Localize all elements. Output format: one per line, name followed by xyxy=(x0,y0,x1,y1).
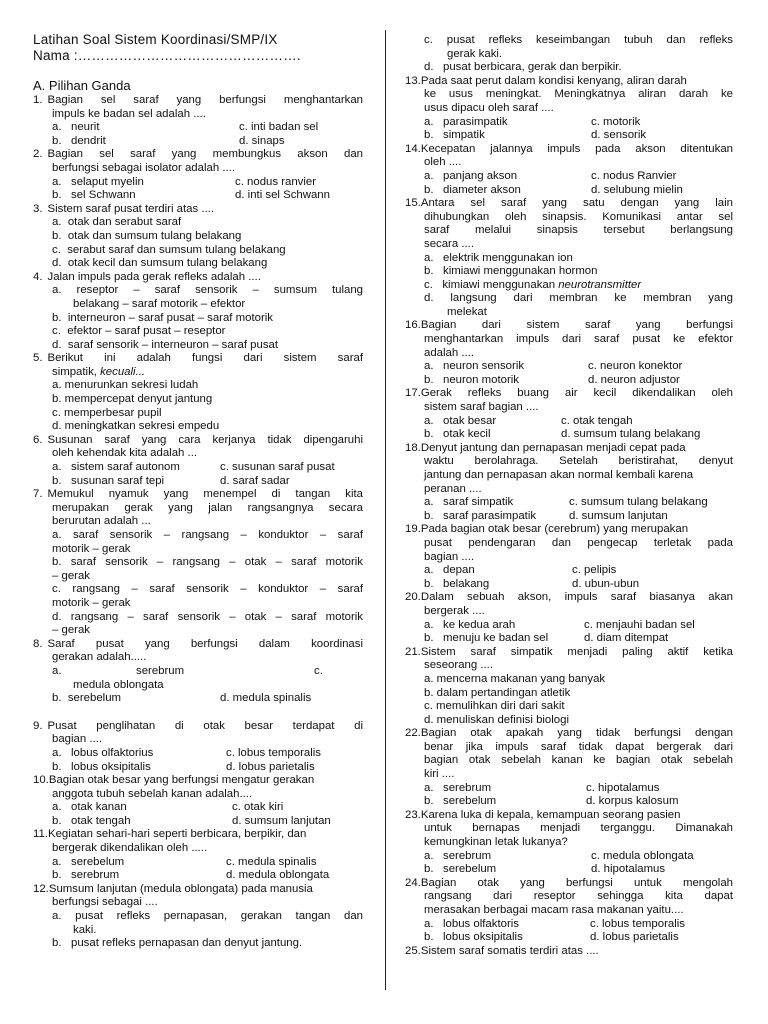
question-number: 20. xyxy=(405,591,421,604)
question-text: benar jika impuls saraf tidak dapat bergerak dari xyxy=(424,740,733,753)
question-number: 25. xyxy=(405,944,421,957)
option-b-continued: – gerak xyxy=(52,569,90,582)
question-text: kiri .... xyxy=(424,768,455,781)
question-text: Berikut ini adalah fungsi dari sistem saraf xyxy=(47,352,363,365)
question-21 xyxy=(405,646,733,728)
question-text: merupakan gerak yang jalan rangsangnya secara xyxy=(52,501,363,514)
question-number: 24. xyxy=(405,876,421,889)
question-text: waktu berolahraga. Setelah beristirahat, denyut xyxy=(424,455,733,468)
option-a[interactable]: a. otak kanan xyxy=(52,801,127,814)
question-text: jantung dan pernapasan akan normal kembali karena xyxy=(424,469,694,481)
option-a[interactable]: a. neurit xyxy=(52,121,100,134)
question-text: berfungsi sebagai isolator adalah .... xyxy=(52,161,236,174)
option-b[interactable]: b. serebelum xyxy=(424,863,497,876)
option-a[interactable]: a. depan xyxy=(424,564,475,577)
question-13 xyxy=(405,75,733,143)
option-a[interactable]: a. ke kedua arah xyxy=(424,618,516,631)
question-number: 15. xyxy=(405,197,421,210)
question-11 xyxy=(33,828,363,882)
question-text: Kegiatan sehari-hari seperti berbicara, berpikir, dan xyxy=(48,828,307,841)
question-text: Sistem saraf somatis terdiri atas .... xyxy=(420,944,599,957)
question-number: 12. xyxy=(33,882,49,895)
question-number: 11. xyxy=(33,828,48,841)
option-a[interactable]: a. serebrum xyxy=(424,849,492,862)
question-text: gerakan adalah..... xyxy=(52,651,147,664)
option-a[interactable]: a. pusat refleks pernapasan, gerakan tangan dan xyxy=(52,910,363,923)
option-d[interactable]: d. hipotalamus xyxy=(591,863,666,876)
question-text: Saraf pusat yang berfungsi dalam koordinasi xyxy=(47,637,363,650)
question-text: rangsang dari reseptor sehingga kita dapat xyxy=(424,890,733,903)
option-b[interactable]: b. sel Schwann xyxy=(52,189,136,202)
question-text: Bagian dari sistem saraf yang berfungsi xyxy=(420,319,733,332)
question-text: merasakan berbagai macam rasa makanan yaitu.... xyxy=(424,904,684,916)
option-a-continued: kaki. xyxy=(73,923,97,936)
question-text: Pusat penglihatan di otak besar terdapat di xyxy=(47,719,363,732)
option-c[interactable]: medula oblongata xyxy=(73,678,164,691)
question-text: menghantarkan impuls dari saraf pusat ke efektor xyxy=(424,333,733,346)
question-8 xyxy=(33,638,363,706)
option-d[interactable]: d. medula spinalis xyxy=(220,692,312,705)
option-a[interactable]: a. serebrum xyxy=(424,781,492,794)
option-c-continued: gerak kaki. xyxy=(447,47,503,60)
question-text: pusat pendengaran dan pengecap terletak pada xyxy=(424,536,733,549)
option-a[interactable]: a. serebelum xyxy=(52,855,125,868)
option-b[interactable]: b. mempercepat denyut jantung xyxy=(52,393,213,406)
question-number: 16. xyxy=(405,319,421,332)
option-a[interactable]: a. otak besar xyxy=(424,414,497,427)
option-a[interactable]: a. lobus olfaktoris xyxy=(424,917,519,930)
name-line: Nama :…………………………………………. xyxy=(33,48,301,63)
option-b[interactable]: b. dendrit xyxy=(52,134,106,147)
question-text: Sistem saraf pusat terdiri atas .... xyxy=(47,202,214,215)
question-text: Bagian sel saraf yang membungkus akson dan xyxy=(47,148,363,161)
option-a-continued: belakang – saraf motorik – efektor xyxy=(73,297,246,310)
option-b[interactable]: b. pusat refleks pernapasan dan denyut jantung. xyxy=(52,937,303,950)
option-d[interactable]: d. langsung dari membran ke membran yang xyxy=(424,292,733,305)
option-a[interactable]: a. menurunkan sekresi ludah xyxy=(52,379,199,392)
question-15 xyxy=(405,197,733,319)
option-b[interactable]: b. dalam pertandingan atletik xyxy=(424,686,571,699)
question-3 xyxy=(33,203,363,271)
question-text: impuls ke badan sel adalah .... xyxy=(52,107,206,120)
question-22 xyxy=(405,727,733,809)
question-text: dihubungkan oleh sinapsis. Komunikasi antar sel xyxy=(424,210,733,223)
question-text: Bagian otak besar yang berfungsi mengatur gerakan xyxy=(48,774,315,787)
question-text: Gerak refleks buang air kecil dikendalikan oleh xyxy=(420,387,733,400)
question-text: Jalan impuls pada gerak refleks adalah .... xyxy=(47,270,261,283)
question-text: usus dipacu oleh saraf .... xyxy=(424,101,554,114)
option-d[interactable]: d. sumsum lanjutan xyxy=(232,814,331,827)
option-c[interactable]: c. otak tengah xyxy=(561,414,633,427)
question-text: Kecepatan jalannya impuls pada akson ditentukan xyxy=(420,142,733,155)
option-d[interactable]: d. pusat berbicara, gerak dan berpikir. xyxy=(424,61,622,74)
question-number: 13. xyxy=(405,74,421,87)
question-1 xyxy=(33,94,363,148)
option-a[interactable]: a. lobus olfaktorius xyxy=(52,746,154,759)
option-b[interactable]: b. serebelum xyxy=(424,795,497,808)
question-text: Pada bagian otak besar (cerebrum) yang merupakan xyxy=(420,523,689,536)
option-c-continued: motorik – gerak xyxy=(52,596,131,609)
option-a[interactable]: a. saraf sensorik – rangsang – konduktor – saraf xyxy=(52,529,363,541)
option-b[interactable]: b. simpatik xyxy=(424,129,485,142)
question-9 xyxy=(33,720,363,774)
option-c[interactable]: c. nodus Ranvier xyxy=(591,169,677,182)
question-text: Antara sel saraf yang satu dengan yang lain xyxy=(420,197,733,210)
question-18 xyxy=(405,442,733,524)
question-text: bergerak .... xyxy=(424,604,485,617)
question-14 xyxy=(405,143,733,197)
question-text: Dalam sebuah akson, impuls saraf biasanya akan xyxy=(420,591,733,604)
option-d-continued: – gerak xyxy=(52,624,90,637)
question-text: simpatik, kecuali... xyxy=(52,365,146,378)
question-text: Bagian otak apakah yang tidak berfungsi dengan xyxy=(420,727,733,740)
option-d[interactable]: d. selubung mielin xyxy=(591,183,683,196)
question-25 xyxy=(405,945,733,959)
worksheet-title: Latihan Soal Sistem Koordinasi/SMP/IX xyxy=(33,32,278,47)
question-number: 17. xyxy=(405,387,421,400)
option-c[interactable]: c. pelipis xyxy=(572,564,617,577)
option-d[interactable]: d. sinaps xyxy=(239,134,285,147)
option-c[interactable]: c. lobus temporalis xyxy=(590,917,685,930)
question-text: berfungsi sebagai .... xyxy=(52,896,158,909)
option-b[interactable]: b. menuju ke badan sel xyxy=(424,632,549,645)
question-text: adalah .... xyxy=(424,346,475,359)
option-c[interactable]: c. rangsang – saraf sensorik – konduktor – saraf xyxy=(52,583,363,596)
question-text: secara .... xyxy=(424,237,475,250)
option-d[interactable]: d. inti sel Schwann xyxy=(235,189,330,202)
option-b[interactable]: b. saraf sensorik – rangsang – otak – saraf motorik xyxy=(52,556,363,569)
option-c[interactable]: c. efektor – saraf pusat – reseptor xyxy=(52,325,226,338)
option-c[interactable]: c. medula spinalis xyxy=(226,855,317,868)
option-c[interactable]: c. menjauhi badan sel xyxy=(584,618,695,631)
option-d[interactable]: d. saraf sadar xyxy=(220,474,290,487)
question-19 xyxy=(405,523,733,591)
option-a[interactable]: a. mencerna makanan yang banyak xyxy=(424,672,606,685)
option-b[interactable]: b. otak dan sumsum tulang belakang xyxy=(52,229,242,242)
question-24 xyxy=(405,877,733,945)
question-text: kemungkinan letak lukanya? xyxy=(424,836,568,849)
option-c[interactable]: c. nodus ranvier xyxy=(235,175,317,188)
question-text: Bagian sel saraf yang berfungsi menghantarkan xyxy=(47,94,363,106)
question-text: Susunan saraf yang cara kerjanya tidak dipengaruhi xyxy=(47,433,363,446)
question-4 xyxy=(33,271,363,353)
option-c[interactable]: c. pusat refleks keseimbangan tubuh dan refleks xyxy=(424,34,733,46)
option-b[interactable]: b. saraf parasimpatik xyxy=(424,509,537,522)
option-d[interactable]: d. lobus parietalis xyxy=(226,760,315,773)
question-text: anggota tubuh sebelah kanan adalah.... xyxy=(52,787,253,800)
option-d[interactable]: d. meningkatkan sekresi empedu xyxy=(52,420,220,433)
option-b[interactable]: b. interneuron – saraf pusat – saraf motorik xyxy=(52,311,273,324)
question-number: 6. xyxy=(33,433,43,446)
option-b[interactable]: b. diameter akson xyxy=(424,183,521,196)
question-text: Denyut jantung dan pernapasan menjadi cepat pada xyxy=(420,441,686,454)
question-number: 5. xyxy=(33,352,43,365)
question-number: 22. xyxy=(405,727,421,740)
option-c[interactable]: c. hipotalamus xyxy=(586,781,660,794)
question-2 xyxy=(33,148,363,202)
option-a[interactable]: a. saraf simpatik xyxy=(424,496,514,509)
option-b[interactable]: b. serebrum xyxy=(52,869,120,882)
question-17 xyxy=(405,387,733,441)
option-a[interactable]: a. otak dan serabut saraf xyxy=(52,216,182,229)
question-text: seseorang .... xyxy=(424,659,494,672)
question-text: oleh .... xyxy=(424,156,462,169)
option-d-continued: melekat xyxy=(447,305,487,318)
option-d[interactable]: d. korpus kalosum xyxy=(586,795,679,808)
question-number: 10. xyxy=(33,774,49,787)
option-d[interactable]: d. sensorik xyxy=(591,129,647,142)
question-number: 3. xyxy=(33,202,43,215)
question-number: 18. xyxy=(405,441,421,454)
section-heading: A. Pilihan Ganda xyxy=(33,78,131,93)
option-b[interactable]: b. neuron motorik xyxy=(424,373,519,386)
option-c[interactable]: c. memulihkan diri dari sakit xyxy=(424,700,565,713)
option-d[interactable]: d. neuron adjustor xyxy=(588,373,680,386)
option-c[interactable]: c. otak kiri xyxy=(232,801,284,814)
option-b[interactable]: b. otak kecil xyxy=(424,428,491,441)
question-number: 8. xyxy=(33,637,43,650)
question-text: berurutan adalah ... xyxy=(52,515,151,528)
question-7 xyxy=(33,488,363,638)
option-a[interactable]: a. elektrik menggunakan ion xyxy=(424,251,573,264)
option-c[interactable]: c. lobus temporalis xyxy=(226,746,321,759)
left-column xyxy=(33,32,363,951)
option-d[interactable]: d. ubun-ubun xyxy=(572,577,640,590)
option-c[interactable]: c. medula oblongata xyxy=(591,849,694,862)
option-c[interactable]: c. serabut saraf dan sumsum tulang belakang xyxy=(52,243,286,256)
question-text: Sumsum lanjutan (medula oblongata) pada manusia xyxy=(48,882,313,895)
question-text: untuk bernapas menjadi terganggu. Dimanakah xyxy=(424,822,733,835)
option-b[interactable]: b. lobus oksipitalis xyxy=(52,760,151,773)
right-column xyxy=(405,34,733,958)
option-d[interactable]: d. sumsum tulang belakang xyxy=(561,428,701,441)
option-a[interactable]: a. serebrum c. xyxy=(52,664,323,677)
option-d[interactable]: d. sumsum lanjutan xyxy=(569,509,668,522)
option-a[interactable]: a. reseptor – saraf sensorik – sumsum tulang xyxy=(52,284,363,297)
question-12-continued xyxy=(405,34,733,75)
option-c[interactable]: c. inti badan sel xyxy=(239,121,319,134)
option-a[interactable]: a. sistem saraf autonom xyxy=(52,461,180,474)
option-c[interactable]: c. kimiawi menggunakan neurotransmitter xyxy=(424,278,642,291)
question-text: oleh kehendak kita adalah ... xyxy=(52,447,198,460)
option-c[interactable]: c. sumsum tulang belakang xyxy=(569,496,708,509)
question-number: 21. xyxy=(405,645,421,658)
question-number: 19. xyxy=(405,523,421,536)
question-number: 7. xyxy=(33,488,43,501)
question-text: peranan .... xyxy=(424,482,482,495)
question-text: Bagian otak yang berfungsi untuk mengolah xyxy=(420,876,733,889)
option-b[interactable]: b. otak tengah xyxy=(52,814,131,827)
question-text: Sistem saraf simpatik menjadi paling aktif ketika xyxy=(420,645,733,658)
question-number: 9. xyxy=(33,719,43,732)
option-d[interactable]: d. diam ditempat xyxy=(584,632,669,645)
question-10 xyxy=(33,774,363,828)
question-6 xyxy=(33,434,363,488)
question-number: 1. xyxy=(33,94,43,106)
option-a[interactable]: a. selaput myelin xyxy=(52,175,144,188)
question-text: ke usus meningkat. Meningkatnya aliran darah ke xyxy=(424,88,733,101)
option-b[interactable]: b. belakang xyxy=(424,577,490,590)
option-c[interactable]: c. neuron konektor xyxy=(588,360,683,373)
question-text: bagian otak sebelah kanan ke bagian otak sebelah xyxy=(424,754,733,767)
question-20 xyxy=(405,591,733,645)
option-d[interactable]: d. lobus parietalis xyxy=(590,931,679,944)
question-5 xyxy=(33,352,363,434)
question-23 xyxy=(405,809,733,877)
question-number: 2. xyxy=(33,148,43,161)
option-d[interactable]: d. menuliskan definisi biologi xyxy=(424,713,569,726)
question-text: sistem saraf bagian .... xyxy=(424,401,539,414)
option-d[interactable]: d. medula oblongata xyxy=(226,869,330,882)
option-a-continued: motorik – gerak xyxy=(52,542,131,555)
option-a[interactable]: a. panjang akson xyxy=(424,169,518,182)
question-text: saraf melalui sinapsis tersebut berlangsung xyxy=(424,224,733,237)
option-b[interactable]: b. kimiawi menggunakan hormon xyxy=(424,265,598,278)
question-number: 4. xyxy=(33,270,43,283)
option-a[interactable]: a. parasimpatik xyxy=(424,115,508,128)
question-text: bagian .... xyxy=(52,733,103,746)
option-c[interactable]: c. motorik xyxy=(591,115,641,128)
question-text: bagian .... xyxy=(424,550,475,563)
question-text: bergerak dikendalikan oleh ..... xyxy=(52,842,208,855)
option-b[interactable]: b. susunan saraf tepi xyxy=(52,474,165,487)
option-c[interactable]: c. memperbesar pupil xyxy=(52,406,162,419)
question-text: Karena luka di kepala, kemampuan seorang pasien xyxy=(420,808,681,821)
option-b[interactable]: b. lobus oksipitalis xyxy=(424,931,523,944)
option-d[interactable]: d. saraf sensorik – interneuron – saraf pusat xyxy=(52,338,279,351)
column-divider xyxy=(385,30,386,990)
question-text: Pada saat perut dalam kondisi kenyang, aliran darah xyxy=(420,74,687,87)
question-text: Memukul nyamuk yang menempel di tangan kita xyxy=(47,488,363,501)
option-b[interactable]: b. serebelum xyxy=(52,692,122,705)
option-d[interactable]: d. rangsang – saraf sensorik – otak – saraf motorik xyxy=(52,610,363,623)
option-d[interactable]: d. otak kecil dan sumsum tulang belakang xyxy=(52,257,268,270)
option-a[interactable]: a. neuron sensorik xyxy=(424,360,525,373)
question-16 xyxy=(405,319,733,387)
question-12 xyxy=(33,883,363,951)
question-number: 23. xyxy=(405,808,421,821)
option-c[interactable]: c. susunan saraf pusat xyxy=(220,461,335,474)
question-number: 14. xyxy=(405,142,421,155)
